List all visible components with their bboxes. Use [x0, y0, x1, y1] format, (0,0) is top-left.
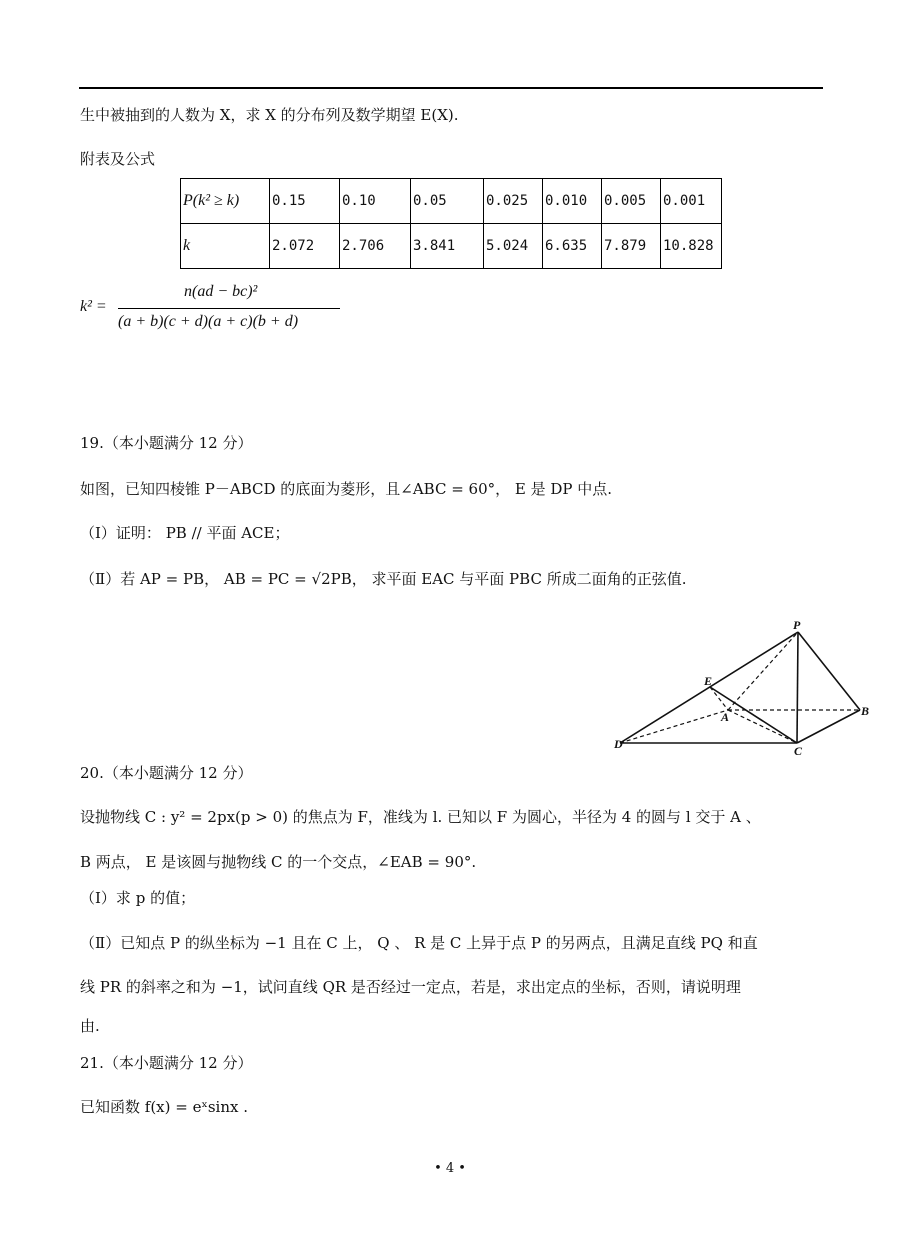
- formula-numerator: n(ad − bc)²: [184, 283, 258, 300]
- table-cell: 2.706: [340, 224, 411, 269]
- vertex-label-c: C: [794, 744, 803, 758]
- vertex-label-b: B: [861, 704, 870, 718]
- table-cell: 5.024: [484, 224, 543, 269]
- q19-part1: （Ⅰ）证明： PB // 平面 ACE；: [80, 524, 290, 542]
- vertex-label-a: A: [721, 710, 730, 724]
- table-cell: P(k² ≥ k): [181, 179, 270, 224]
- table-cell: 2.072: [270, 224, 340, 269]
- q20-part2-line3: 由.: [80, 1017, 100, 1035]
- pyramid-figure: [610, 615, 875, 760]
- vertex-label-d: D: [614, 737, 623, 751]
- q20-part2-line1: （Ⅱ）已知点 P 的纵坐标为 −1 且在 C 上， Q 、 R 是 C 上异于点 P 的另两点，且满足直线 PQ 和直: [80, 934, 758, 952]
- table-row: [181, 224, 722, 269]
- table-cell: 0.001: [661, 179, 722, 224]
- q20-part1: （Ⅰ）求 p 的值；: [80, 889, 196, 907]
- table-cell: k: [181, 224, 270, 269]
- table-cell: 0.05: [411, 179, 484, 224]
- table-cell: 0.025: [484, 179, 543, 224]
- q20-title: 20.（本小题满分 12 分）: [80, 764, 253, 782]
- table-cell: 10.828: [661, 224, 722, 269]
- vertex-label-p: P: [793, 618, 801, 632]
- header-rule: [79, 87, 823, 89]
- fraction-bar: [118, 308, 340, 309]
- q20-part2-line2: 线 PR 的斜率之和为 −1，试问直线 QR 是否经过一定点，若是，求出定点的坐标，否则，请说明理: [80, 978, 741, 996]
- table-cell: 7.879: [602, 224, 661, 269]
- table-cell: 0.005: [602, 179, 661, 224]
- q21-title: 21.（本小题满分 12 分）: [80, 1054, 253, 1072]
- appendix-heading: 附表及公式: [80, 150, 156, 168]
- q19-stem: 如图，已知四棱锥 P－ABCD 的底面为菱形，且∠ABC = 60°， E 是 DP 中点.: [80, 480, 613, 498]
- q20-stem-line2: B 两点， E 是该圆与抛物线 C 的一个交点，∠EAB = 90°.: [80, 853, 477, 871]
- table-cell: 0.10: [340, 179, 411, 224]
- table-cell: 0.010: [543, 179, 602, 224]
- q20-stem-line1: 设抛物线 C : y² = 2px(p > 0) 的焦点为 F，准线为 l. 已知以 F 为圆心，半径为 4 的圆与 l 交于 A 、: [80, 808, 761, 826]
- table-row: [181, 179, 722, 224]
- vertex-label-e: E: [704, 674, 713, 688]
- q21-stem: 已知函数 f(x) = eˣsinx .: [80, 1098, 248, 1116]
- table-cell: 3.841: [411, 224, 484, 269]
- formula-denominator: (a + b)(c + d)(a + c)(b + d): [118, 313, 299, 330]
- table-cell: 0.15: [270, 179, 340, 224]
- table-cell: 6.635: [543, 224, 602, 269]
- q19-part2: （Ⅱ）若 AP = PB， AB = PC = √2PB， 求平面 EAC 与平面 PBC 所成二面角的正弦值.: [80, 570, 687, 588]
- page-number: • 4 •: [434, 1161, 466, 1176]
- formula-lhs: k² =: [80, 298, 107, 315]
- q19-title: 19.（本小题满分 12 分）: [80, 434, 253, 452]
- continuation-line: 生中被抽到的人数为 X，求 X 的分布列及数学期望 E(X).: [80, 106, 459, 124]
- probability-table: [180, 178, 722, 269]
